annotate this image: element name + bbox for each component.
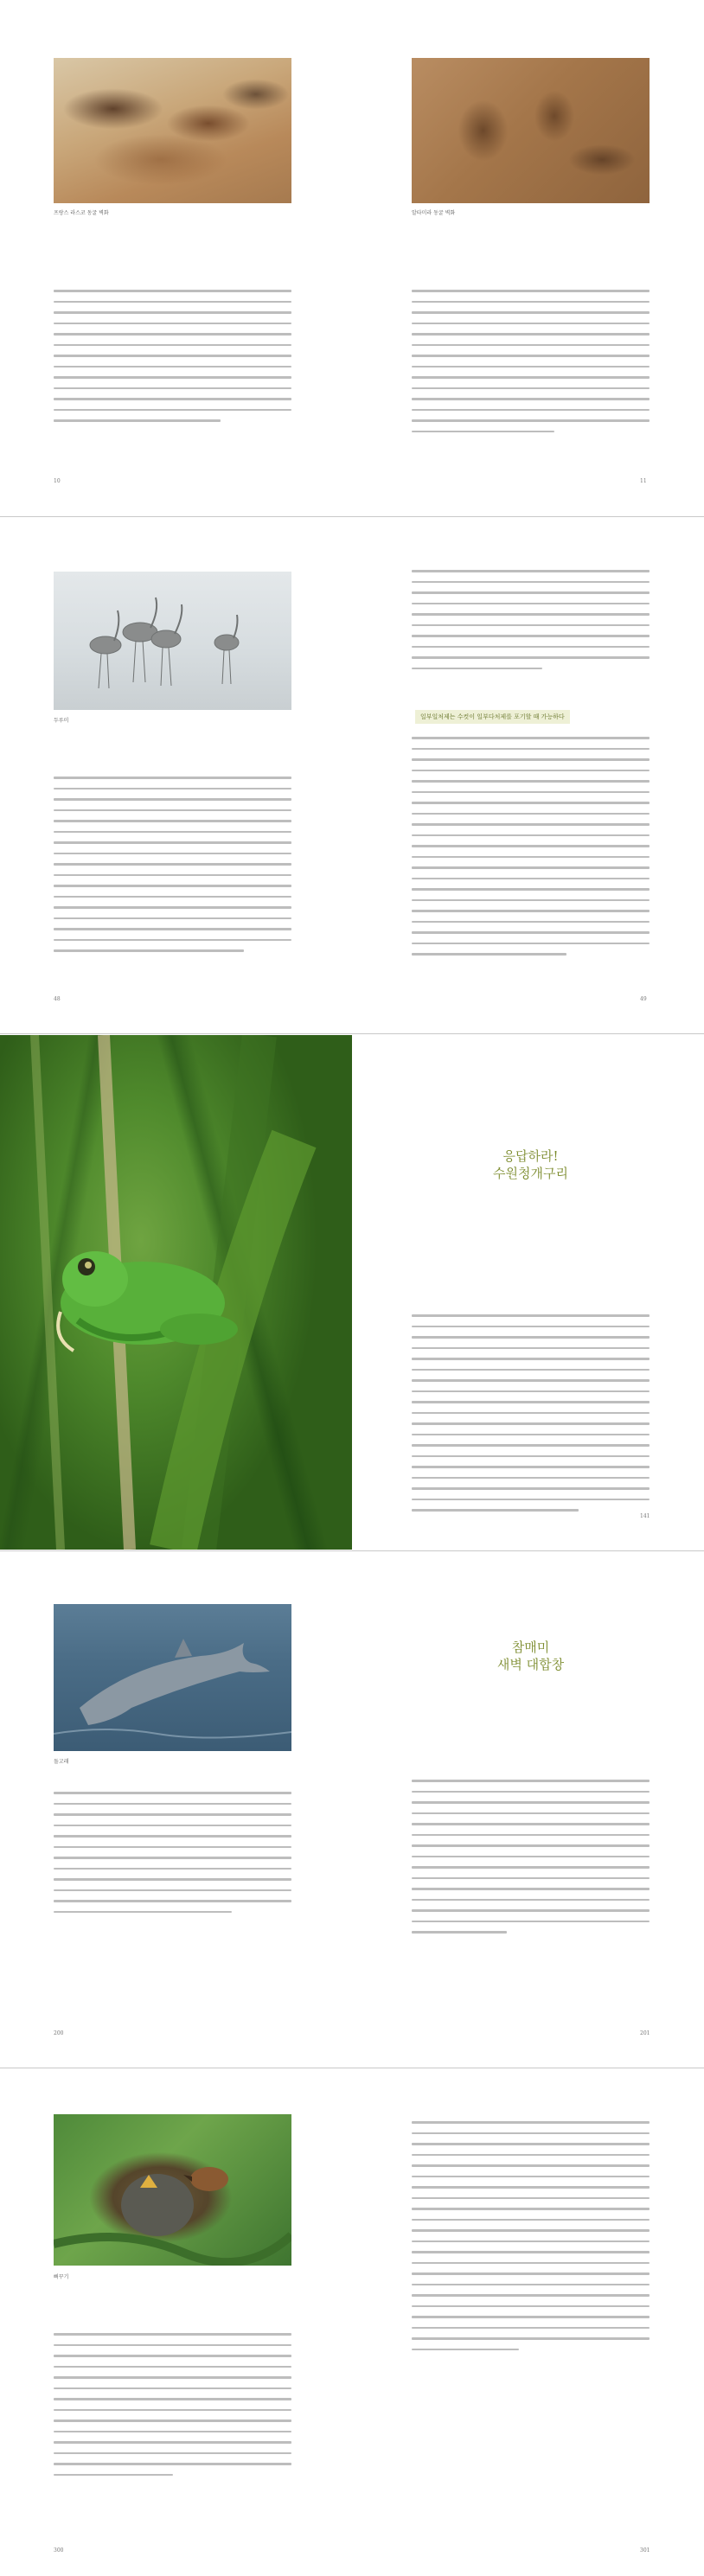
dolphin-silhouette [54,1604,291,1751]
spread-4 [0,1552,704,2067]
page-number-right: 301 [640,2547,650,2554]
right-body-text [412,285,650,437]
page-number-right: 11 [640,478,647,484]
page-number-right: 201 [640,2030,650,2036]
page-number-right: 141 [640,1513,650,1519]
tree-frog-photo [0,1035,352,1550]
frog-illustration [0,1035,352,1550]
left-body-text [54,2329,291,2480]
section-subheading: 일부일처제는 수컷이 일부다처제를 포기할 때 가능하다 [415,710,570,724]
chapter-title [412,1639,650,1673]
crane-photo [54,572,291,710]
cuckoo-nest-photo [54,2114,291,2266]
page-number-left: 48 [54,996,61,1002]
spread-divider [0,516,704,517]
crane-caption: 두루미 [54,718,69,724]
page-number-left: 200 [54,2030,64,2036]
left-body-text [54,1787,291,1917]
dolphin-photo [54,1604,291,1751]
right-body-text [412,1310,650,1516]
right-body-text-bottom [412,732,650,960]
chapter-title-line1: 참매미 [511,1640,550,1655]
chapter-title-line2: 수원청개구리 [493,1166,568,1181]
left-body-text [54,772,291,956]
spread-divider [0,1033,704,1034]
cuckoo-caption: 뻐꾸기 [54,2274,69,2280]
chapter-title-line2: 새벽 대합창 [496,1657,565,1672]
right-body-text-top [412,566,650,674]
spread-3 [0,1035,704,1550]
right-body-text [412,1775,650,1938]
page-number-left: 300 [54,2547,64,2554]
rock-engraving-caption: 알타미라 동굴 벽화 [412,210,456,216]
chapter-title-line1: 응답하라! [502,1148,559,1164]
cave-painting-caption: 프랑스 라스코 동굴 벽화 [54,210,109,216]
page-number-right: 49 [640,996,647,1002]
spread-1 [0,0,704,515]
rock-engraving-photo [412,58,650,203]
left-body-text [54,285,291,426]
bird-illustration [54,2114,291,2266]
page-number-left: 10 [54,478,61,484]
spread-5 [0,2069,704,2576]
dolphin-caption: 돌고래 [54,1759,69,1765]
spread-2 [0,518,704,1032]
right-body-text [412,2117,650,2355]
crane-silhouettes [54,572,291,710]
cave-painting-photo [54,58,291,203]
spread-divider [0,1550,704,1551]
chapter-title [412,1147,650,1182]
